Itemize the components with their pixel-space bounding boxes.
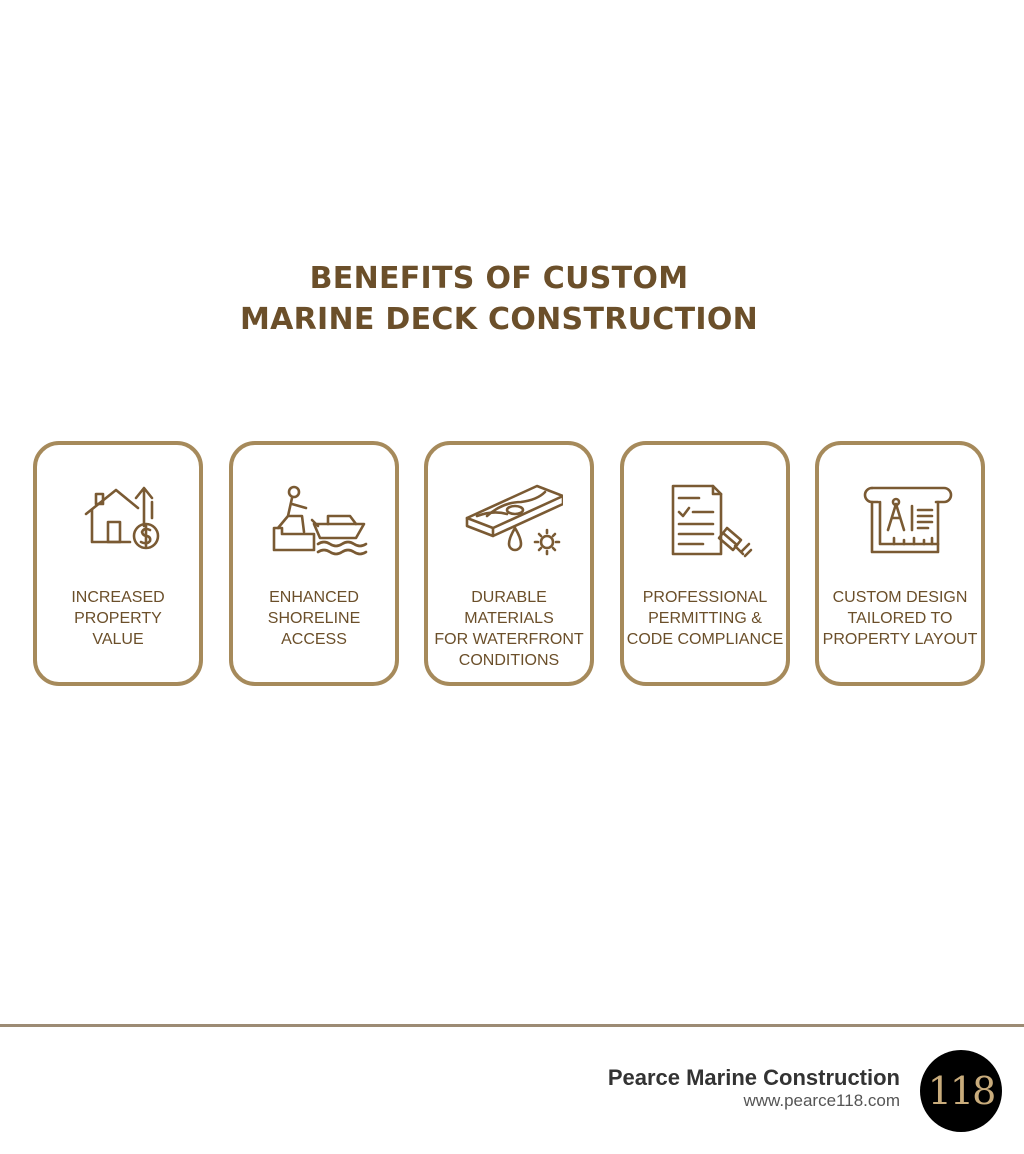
card-label-line: TAILORED TO bbox=[847, 610, 953, 627]
card-label-line: INCREASED bbox=[71, 589, 165, 606]
blueprint-compass-icon bbox=[854, 476, 954, 566]
card-label-line: PROPERTY LAYOUT bbox=[822, 631, 978, 648]
company-website-link[interactable]: www.pearce118.com bbox=[743, 1091, 900, 1110]
footer-divider bbox=[0, 1024, 1024, 1027]
card-label-line: PROPERTY bbox=[74, 610, 162, 627]
benefit-card-property-value bbox=[33, 441, 203, 686]
card-label-line: CODE COMPLIANCE bbox=[626, 631, 784, 648]
benefit-card-permitting bbox=[620, 441, 790, 686]
card-label-line: PERMITTING & bbox=[648, 610, 762, 627]
title-line-1: BENEFITS OF CUSTOM bbox=[309, 261, 689, 296]
benefit-card-custom-design bbox=[815, 441, 985, 686]
wood-plank-weather-icon bbox=[463, 476, 563, 566]
benefit-card-durable-materials bbox=[424, 441, 594, 686]
card-label-line: PROFESSIONAL bbox=[642, 589, 768, 606]
dock-boat-icon bbox=[268, 476, 368, 566]
card-label-line: ACCESS bbox=[281, 631, 347, 648]
card-label-line: ENHANCED bbox=[269, 589, 359, 606]
house-dollar-icon bbox=[72, 476, 172, 566]
company-name: Pearce Marine Construction bbox=[607, 1065, 900, 1090]
card-label-line: CUSTOM DESIGN bbox=[832, 589, 968, 606]
card-label-line: DURABLE MATERIALS bbox=[464, 589, 554, 627]
card-label-line: SHORELINE bbox=[267, 610, 361, 627]
title-line-2: MARINE DECK CONSTRUCTION bbox=[239, 302, 759, 337]
card-label-line: VALUE bbox=[92, 631, 144, 648]
page-title bbox=[0, 258, 998, 340]
benefit-card-shoreline-access bbox=[229, 441, 399, 686]
document-gavel-icon bbox=[659, 476, 759, 566]
card-label-line: FOR WATERFRONT bbox=[434, 631, 584, 648]
company-logo: 118 bbox=[920, 1050, 1002, 1132]
card-label-line: CONDITIONS bbox=[458, 652, 560, 669]
